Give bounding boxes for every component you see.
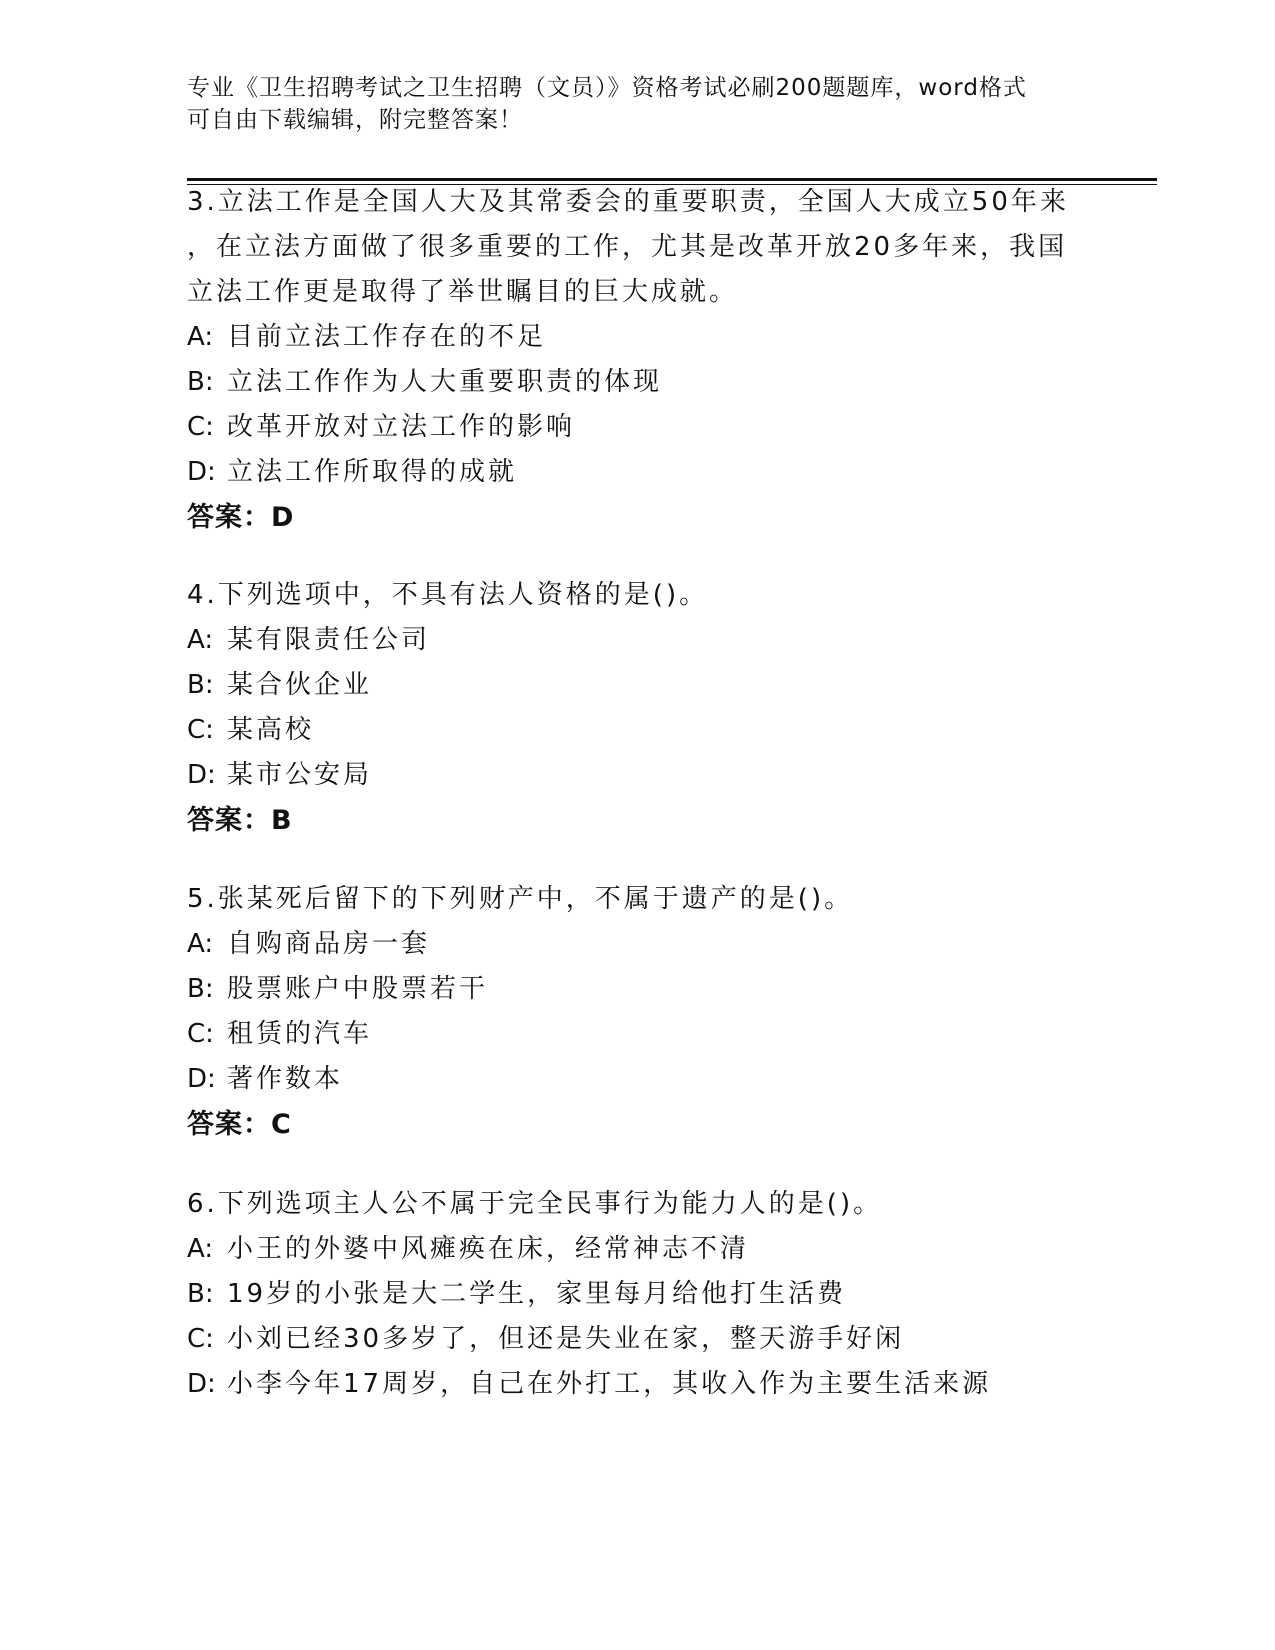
option-c bbox=[187, 1317, 1087, 1362]
question-4 bbox=[187, 573, 1087, 843]
question-stem-line: ，在立法方面做了很多重要的工作，尤其是改革开放20多年来，我国 bbox=[187, 232, 1068, 262]
option-key: D: bbox=[187, 1369, 216, 1399]
option-text: 著作数本 bbox=[227, 1064, 344, 1094]
question-3 bbox=[187, 180, 1087, 540]
option-key: C: bbox=[187, 412, 214, 442]
header-line-1: 专业《卫生招聘考试之卫生招聘（文员）》资格考试必刷200题题库，word格式 bbox=[187, 75, 1027, 101]
option-key: B: bbox=[187, 1279, 214, 1309]
option-key: B: bbox=[187, 367, 214, 397]
question-5 bbox=[187, 877, 1087, 1147]
answer: 答案：C bbox=[187, 1109, 292, 1140]
option-b bbox=[187, 967, 1087, 1012]
option-a bbox=[187, 1227, 1087, 1272]
option-d bbox=[187, 753, 1087, 798]
question-stem-line: 6.下列选项主人公不属于完全民事行为能力人的是()。 bbox=[187, 1189, 883, 1219]
option-text: 改革开放对立法工作的影响 bbox=[227, 412, 576, 442]
option-key: A: bbox=[187, 322, 214, 352]
question-stem-line: 5.张某死后留下的下列财产中，不属于遗产的是()。 bbox=[187, 884, 854, 914]
question-stem-line: 4.下列选项中，不具有法人资格的是()。 bbox=[187, 580, 709, 610]
option-text: 小刘已经30多岁了，但还是失业在家，整天游手好闲 bbox=[227, 1324, 905, 1354]
option-text: 某高校 bbox=[227, 715, 315, 745]
option-c bbox=[187, 405, 1087, 450]
option-key: A: bbox=[187, 625, 214, 655]
option-key: A: bbox=[187, 1234, 214, 1264]
option-a bbox=[187, 315, 1087, 360]
question-stem-line: 立法工作更是取得了举世瞩目的巨大成就。 bbox=[187, 277, 739, 307]
option-text: 19岁的小张是大二学生，家里每月给他打生活费 bbox=[227, 1279, 847, 1309]
option-b bbox=[187, 1272, 1087, 1317]
option-text: 租赁的汽车 bbox=[227, 1019, 373, 1049]
option-key: C: bbox=[187, 1019, 214, 1049]
option-key: C: bbox=[187, 715, 214, 745]
option-key: A: bbox=[187, 929, 214, 959]
option-text: 立法工作作为人大重要职责的体现 bbox=[227, 367, 663, 397]
question-6 bbox=[187, 1182, 1087, 1407]
header-line-2: 可自由下载编辑，附完整答案！ bbox=[187, 107, 523, 133]
option-text: 立法工作所取得的成就 bbox=[227, 457, 518, 487]
option-key: D: bbox=[187, 1064, 216, 1094]
option-text: 小李今年17周岁，自己在外打工，其收入作为主要生活来源 bbox=[227, 1369, 992, 1399]
option-text: 某合伙企业 bbox=[227, 670, 373, 700]
option-a bbox=[187, 922, 1087, 967]
answer: 答案：B bbox=[187, 805, 293, 836]
option-c bbox=[187, 708, 1087, 753]
question-stem-line: 3.立法工作是全国人大及其常委会的重要职责，全国人大成立50年来 bbox=[187, 187, 1069, 217]
option-d bbox=[187, 1057, 1087, 1102]
option-text: 某市公安局 bbox=[227, 760, 373, 790]
option-text: 小王的外婆中风瘫痪在床，经常神志不清 bbox=[227, 1234, 750, 1264]
option-key: B: bbox=[187, 670, 214, 700]
option-text: 股票账户中股票若干 bbox=[227, 974, 489, 1004]
option-key: C: bbox=[187, 1324, 214, 1354]
answer: 答案：D bbox=[187, 502, 295, 533]
option-text: 自购商品房一套 bbox=[227, 929, 431, 959]
option-d bbox=[187, 450, 1087, 495]
option-d bbox=[187, 1362, 1087, 1407]
option-text: 某有限责任公司 bbox=[227, 625, 431, 655]
option-b bbox=[187, 360, 1087, 405]
option-a bbox=[187, 618, 1087, 663]
option-key: D: bbox=[187, 760, 216, 790]
option-c bbox=[187, 1012, 1087, 1057]
option-key: B: bbox=[187, 974, 214, 1004]
option-key: D: bbox=[187, 457, 216, 487]
option-b bbox=[187, 663, 1087, 708]
document-header bbox=[187, 72, 1087, 136]
option-text: 目前立法工作存在的不足 bbox=[227, 322, 547, 352]
